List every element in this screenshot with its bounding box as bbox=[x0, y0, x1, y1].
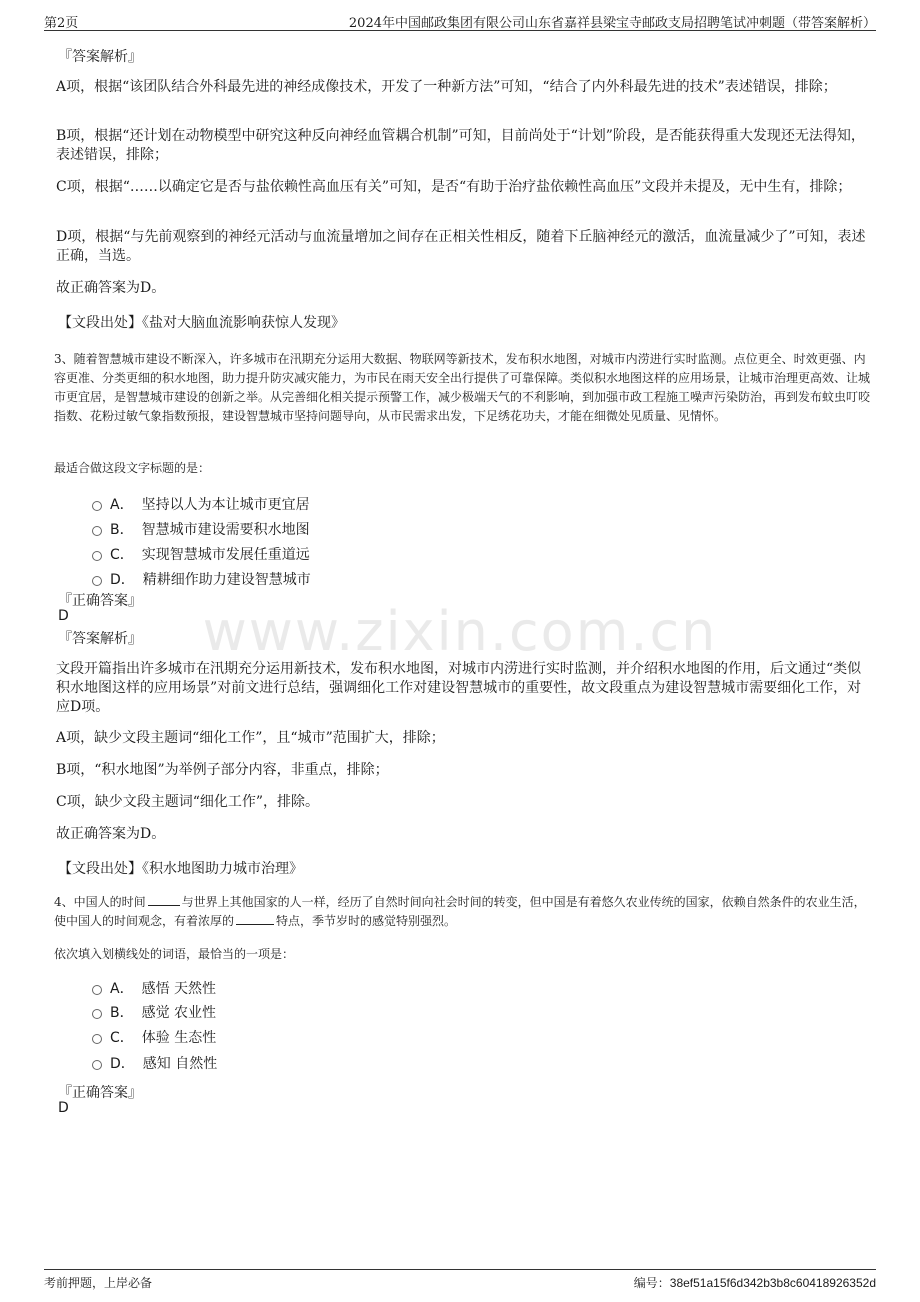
q2-analysis-c: C项，根据“……以确定它是否与盐依赖性高血压有关”可知，是否“有助于治疗盐依赖性高血压”文段并未提及，无中生有，排除； bbox=[56, 179, 852, 195]
radio-icon[interactable] bbox=[92, 526, 102, 536]
blank-line bbox=[148, 895, 180, 906]
radio-icon[interactable] bbox=[92, 1009, 102, 1019]
q2-analysis-d: D项，根据“与先前观察到的神经元活动与血流量增加之间存在正相关性相反，随着下丘脑神经元的激活，血流量减少了”可知，表述正确，当选。 bbox=[56, 229, 866, 264]
q3-option-c[interactable]: C． 实现智慧城市发展任重道远 bbox=[92, 546, 310, 564]
page-footer bbox=[44, 1269, 876, 1294]
q4-option-c[interactable]: C． 体验 生态性 bbox=[92, 1029, 216, 1047]
q3-answer: D bbox=[58, 608, 69, 624]
q3-source: 【文段出处】《积水地图助力城市治理》 bbox=[58, 861, 303, 877]
q4-option-a[interactable]: A． 感悟 天然性 bbox=[92, 980, 216, 998]
q2-analysis-label: 『答案解析』 bbox=[58, 49, 142, 65]
q4-passage: 4、中国人的时间 与世界上其他国家的人一样，经历了自然时间向社会时间的转变，但中国是有着悠久农业传统的国家，依赖自然条件的农业生活，使中国人的时间观念，有着浓厚的 特点，季节岁时的感觉特别强烈。 bbox=[54, 895, 866, 928]
q3-analysis-a: A项，缺少文段主题词“细化工作”，且“城市”范围扩大，排除； bbox=[56, 730, 445, 746]
page-number: 第2页 bbox=[44, 16, 79, 31]
blank-line bbox=[236, 914, 274, 925]
q2-analysis-b: B项，根据“还计划在动物模型中研究这种反向神经血管耦合机制”可知，目前尚处于“计划”阶段，是否能获得重大发现还无法得知，表述错误，排除； bbox=[56, 128, 865, 163]
q3-analysis-main: 文段开篇指出许多城市在汛期充分运用新技术，发布积水地图，对城市内涝进行实时监测，并介绍积水地图的作用，后文通过“类似积水地图这样的应用场景”对前文进行总结，强调细化工作对建设智慧城市的重要性，故文段重点为建设智慧城市需要细化工作，对应D项。 bbox=[56, 661, 862, 715]
q3-option-b[interactable]: B． 智慧城市建设需要积水地图 bbox=[92, 521, 310, 539]
radio-icon[interactable] bbox=[92, 1060, 102, 1070]
page-header bbox=[44, 8, 876, 31]
q3-option-a[interactable]: A． 坚持以人为本让城市更宜居 bbox=[92, 496, 310, 514]
radio-icon[interactable] bbox=[92, 551, 102, 561]
radio-icon[interactable] bbox=[92, 985, 102, 995]
q4-option-b[interactable]: B． 感觉 农业性 bbox=[92, 1004, 216, 1022]
q4-option-d[interactable]: D． 感知 自然性 bbox=[92, 1055, 217, 1073]
footer-code: 编号：38ef51a15f6d342b3b8c60418926352d bbox=[633, 1276, 876, 1290]
q3-analysis-c: C项，缺少文段主题词“细化工作”，排除。 bbox=[56, 794, 320, 810]
q2-analysis-a: A项，根据“该团队结合外科最先进的神经成像技术，开发了一种新方法”可知，“结合了内外科最先进的技术”表述错误，排除； bbox=[56, 79, 837, 95]
q3-passage: 3、随着智慧城市建设不断深入，许多城市在汛期充分运用大数据、物联网等新技术，发布积水地图，对城市内涝进行实时监测。点位更全、时效更强、内容更准、分类更细的积水地图，助力提升防灾减灾能力，为市民在雨天安全出行提供了可靠保障。类似积水地图这样的应用场景，让城市治理更高效、让城市更宜居，是智慧城市建设的创新之举。从完善细化相关提示预警工作，减少极端天气的不利影响，到加强市政工程施工噪声污染防治，再到发布蚊虫叮咬指数、花粉过敏气象指数预报，建设智慧城市坚持问题导向，从市民需求出发，下足绣花功夫，才能在细微处见质量、见情怀。 bbox=[54, 352, 871, 423]
q2-source: 【文段出处】《盐对大脑血流影响获惊人发现》 bbox=[58, 315, 345, 331]
q2-conclusion: 故正确答案为D。 bbox=[56, 280, 166, 296]
q3-analysis-label: 『答案解析』 bbox=[58, 631, 142, 647]
q4-answer: D bbox=[58, 1100, 69, 1116]
q3-option-d[interactable]: D． 精耕细作助力建设智慧城市 bbox=[92, 571, 311, 589]
q3-analysis-b: B项，“积水地图”为举例子部分内容，非重点，排除； bbox=[56, 762, 389, 778]
q3-prompt: 最适合做这段文字标题的是： bbox=[54, 461, 211, 475]
radio-icon[interactable] bbox=[92, 576, 102, 586]
q3-conclusion: 故正确答案为D。 bbox=[56, 826, 166, 842]
document-title: 2024年中国邮政集团有限公司山东省嘉祥县梁宝寺邮政支局招聘笔试冲刺题（带答案解析） bbox=[348, 16, 876, 31]
radio-icon[interactable] bbox=[92, 1034, 102, 1044]
radio-icon[interactable] bbox=[92, 501, 102, 511]
q4-answer-label: 『正确答案』 bbox=[58, 1085, 142, 1101]
q3-answer-label: 『正确答案』 bbox=[58, 593, 142, 609]
watermark: www.zixin.com.cn bbox=[202, 600, 718, 663]
footer-slogan: 考前押题，上岸必备 bbox=[44, 1276, 153, 1290]
q4-prompt: 依次填入划横线处的词语，最恰当的一项是： bbox=[54, 947, 295, 961]
